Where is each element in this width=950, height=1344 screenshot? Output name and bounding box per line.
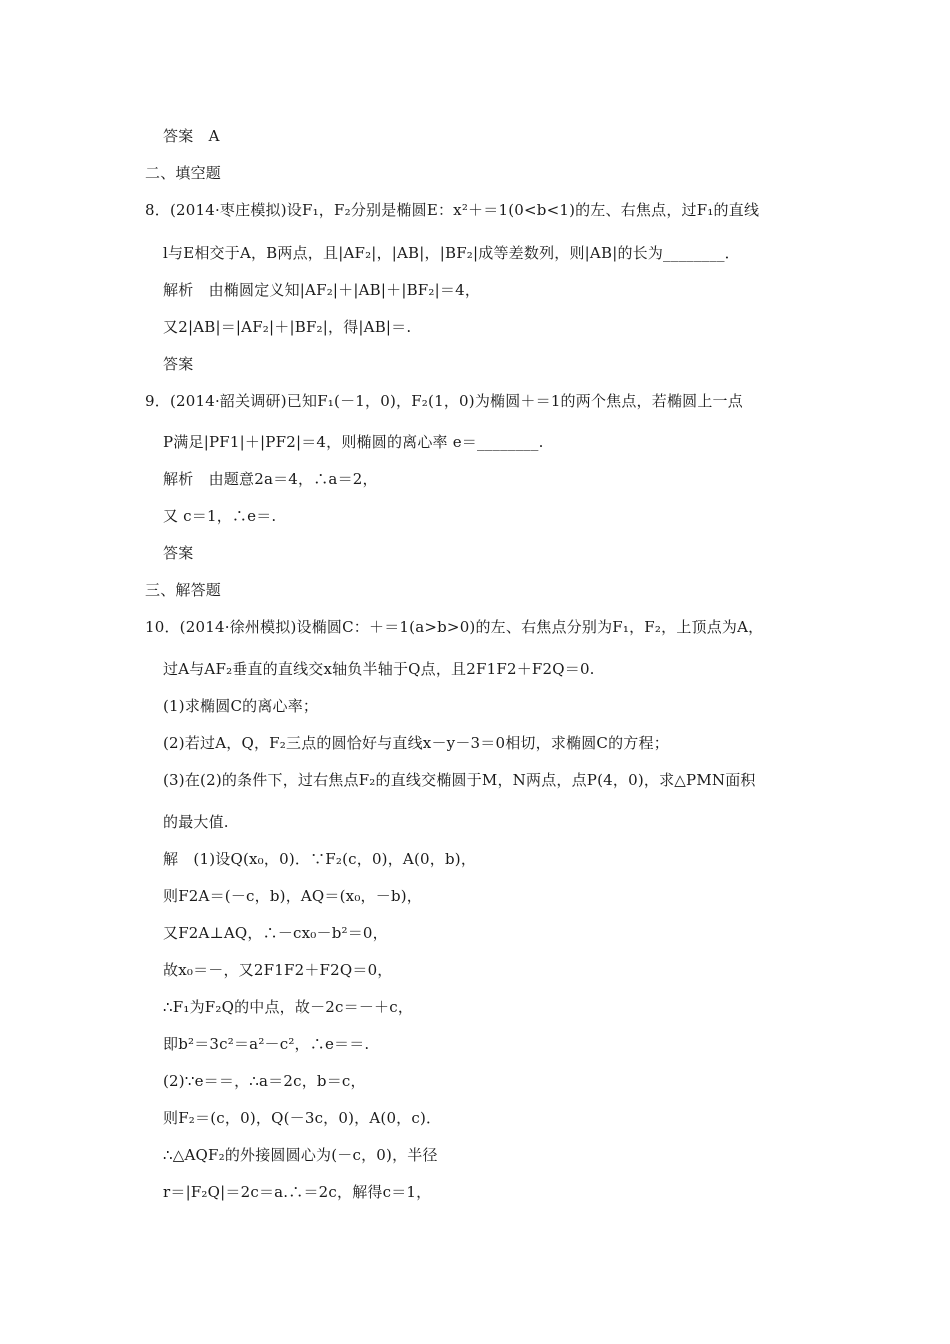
answer-label: 答案: [163, 355, 194, 373]
problem-10-part-2: (2)若过A，Q，F₂三点的圆恰好与直线x－y－3＝0相切，求椭圆C的方程；: [163, 734, 669, 752]
problem-10-line-2: 过A与AF₂垂直的直线交x轴负半轴于Q点，且2F1F2＋F2Q＝0.: [163, 660, 595, 678]
solution-line: 解析 由题意2a＝4，∴a＝2，: [163, 470, 378, 488]
problem-8-line-2: l与E相交于A，B两点，且|AF₂|，|AB|，|BF₂|成等差数列，则|AB|的长为________．: [163, 244, 740, 262]
problem-10-part-3: (3)在(2)的条件下，过右焦点F₂的直线交椭圆于M，N两点，点P(4，0)，求△PMN面积: [163, 771, 756, 789]
solution-line: r＝|F₂Q|＝2c＝a.∴＝2c，解得c＝1，: [163, 1183, 432, 1201]
section-heading: 二、填空题: [145, 164, 222, 182]
solution-line: 又 c＝1，∴e＝.: [163, 507, 277, 525]
solution-line: 又2|AB|＝|AF₂|＋|BF₂|，得|AB|＝.: [163, 318, 412, 336]
problem-9-line-2: P满足|PF1|＋|PF2|＝4，则椭圆的离心率 e＝________.: [163, 433, 544, 451]
answer-label: 答案 A: [163, 127, 220, 145]
answer-label: 答案: [163, 544, 194, 562]
solution-line: ∴△AQF₂的外接圆圆心为(－c，0)，半径: [163, 1146, 438, 1164]
problem-10-part-1: (1)求椭圆C的离心率；: [163, 697, 319, 715]
problem-9-line-1: 9．(2014·韶关调研)已知F₁(－1，0)，F₂(1，0)为椭圆＋＝1的两个焦点，若椭圆上一点: [145, 392, 743, 410]
solution-line: 解析 由椭圆定义知|AF₂|＋|AB|＋|BF₂|＝4，: [163, 281, 481, 299]
solution-line: 则F2A＝(－c，b)，AQ＝(x₀，－b)，: [163, 887, 423, 905]
solution-line: 解 (1)设Q(x₀，0)．∵F₂(c，0)，A(0，b)，: [163, 850, 477, 868]
solution-line: 故x₀＝－，又2F1F2＋F2Q＝0，: [163, 961, 393, 979]
problem-8-line-1: 8．(2014·枣庄模拟)设F₁，F₂分别是椭圆E：x²＋＝1(0<b<1)的左、右焦点，过F₁的直线: [145, 201, 760, 219]
problem-10-part-3-cont: 的最大值.: [163, 813, 229, 831]
solution-line: (2)∵e＝＝，∴a＝2c，b＝c，: [163, 1072, 366, 1090]
solution-line: 即b²＝3c²＝a²－c²，∴e＝＝.: [163, 1035, 370, 1053]
problem-10-line-1: 10．(2014·徐州模拟)设椭圆C：＋＝1(a>b>0)的左、右焦点分别为F₁，F₂，上顶点为A，: [145, 618, 764, 636]
solution-line: 又F2A⊥AQ，∴－cx₀－b²＝0，: [163, 924, 388, 942]
section-heading: 三、解答题: [145, 581, 222, 599]
solution-line: 则F₂＝(c，0)，Q(－3c，0)，A(0，c)．: [163, 1109, 442, 1127]
solution-line: ∴F₁为F₂Q的中点，故－2c＝－＋c，: [163, 998, 414, 1016]
